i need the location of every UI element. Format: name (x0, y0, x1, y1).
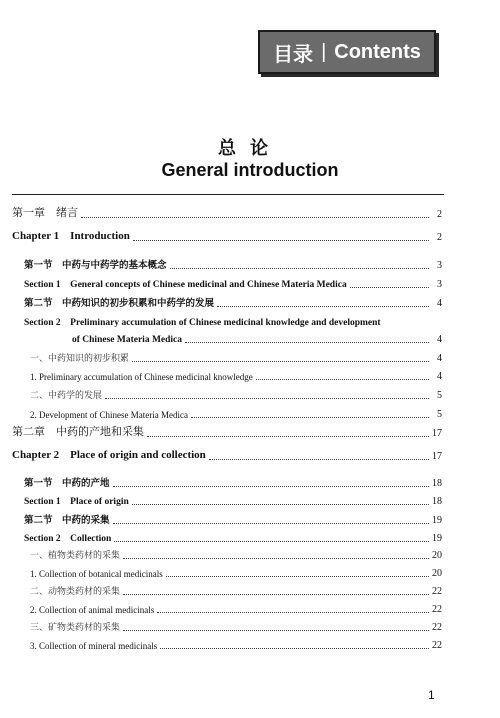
contents-banner (258, 30, 436, 74)
toc-entry-chapter[interactable]: 第一章 绪言 2 (12, 206, 442, 220)
toc-entry-subsection[interactable]: 二、动物类药材的采集 22 (30, 586, 442, 597)
page-number: 1 (428, 688, 435, 702)
toc-entry-section[interactable]: 第一节 中药的产地 18 (24, 478, 442, 489)
toc-entry-subsection[interactable]: 2. Collection of animal medicinals 22 (30, 604, 442, 615)
banner-title-zh: 目录 (273, 43, 314, 66)
toc-entry-section[interactable]: Section 2 Collection 19 (24, 533, 442, 544)
part-title-en: General introduction (161, 160, 339, 180)
toc-entry-subsection[interactable]: 一、中药知识的初步积累 4 (30, 353, 442, 364)
toc-entry-chapter[interactable]: Chapter 2 Place of origin and collection 17 (12, 449, 442, 462)
toc-entry-section[interactable]: 第二节 中药的采集 19 (24, 515, 442, 526)
toc-entry-section[interactable]: Section 2 Preliminary accumulation of Chinese medicinal knowledge and development (24, 318, 381, 328)
toc-entry-chapter[interactable]: Chapter 1 Introduction 2 (12, 230, 442, 243)
divider-rule (12, 194, 444, 195)
toc-entry-subsection[interactable]: 一、植物类药材的采集 20 (30, 550, 442, 561)
toc-entry-section-continued[interactable]: of Chinese Materia Medica 4 (72, 334, 442, 345)
toc-entry-section[interactable]: Section 1 General concepts of Chinese medicinal and Chinese Materia Medica 3 (24, 279, 442, 290)
toc-entry-subsection[interactable]: 3. Collection of mineral medicinals 22 (30, 640, 442, 651)
toc-entry-subsection[interactable]: 二、中药学的发展 5 (30, 390, 442, 401)
toc-entry-subsection[interactable]: 三、矿物类药材的采集 22 (30, 622, 442, 633)
toc-entry-subsection[interactable]: 1. Preliminary accumulation of Chinese medicinal knowledge 4 (30, 371, 442, 382)
toc-entry-section[interactable]: 第一节 中药与中药学的基本概念 3 (24, 260, 442, 271)
toc-entry-section[interactable]: 第二节 中药知识的初步积累和中药学的发展 4 (24, 298, 442, 309)
toc-entry-subsection[interactable]: 2. Development of Chinese Materia Medica 5 (30, 409, 442, 420)
toc-entry-section[interactable]: Section 1 Place of origin 18 (24, 496, 442, 507)
toc-entry-subsection[interactable]: 1. Collection of botanical medicinals 20 (30, 568, 442, 579)
part-title-zh: 总论 (218, 138, 282, 159)
banner-title-en: Contents (334, 40, 421, 63)
banner-separator: | (321, 40, 327, 63)
toc-entry-chapter[interactable]: 第二章 中药的产地和采集 17 (12, 425, 442, 439)
